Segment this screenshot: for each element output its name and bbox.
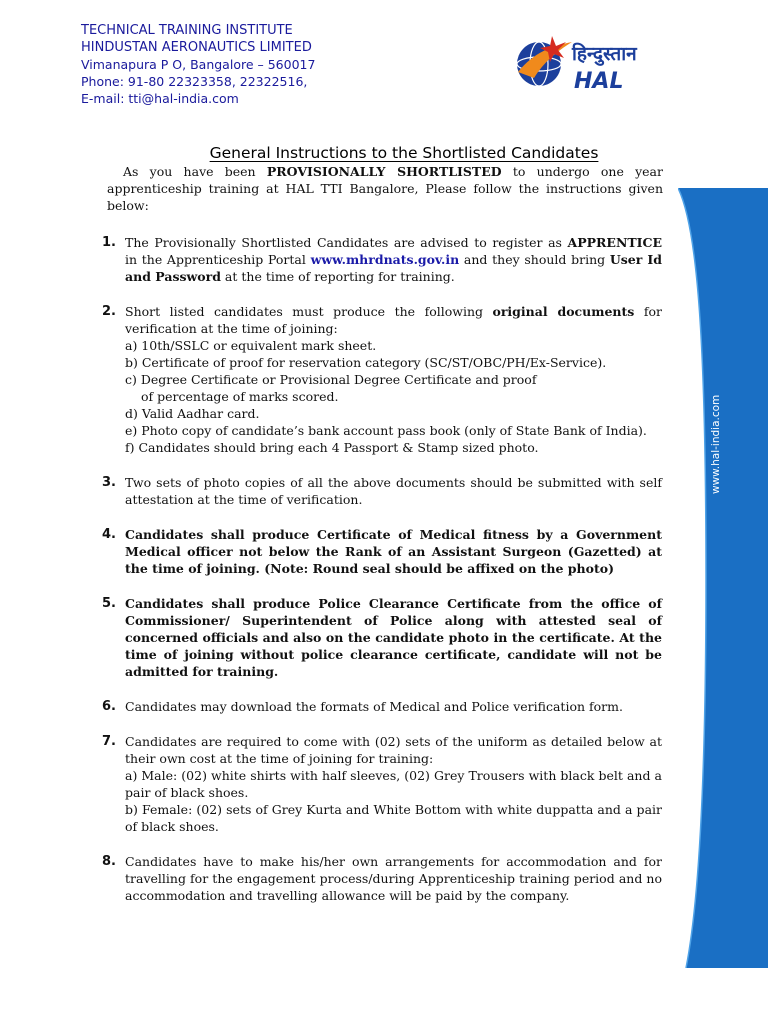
instruction-item-8: 8. Candidates have to make his/her own arrangements for accommodation and for travelling for the engagement process/during Apprenticeship training period and no accommodation and travelling allowance will be paid by the company. [102, 854, 662, 903]
intro-paragraph [107, 163, 663, 214]
hal-logo [512, 32, 646, 98]
document-title: General Instructions to the Shortlisted Candidates [209, 144, 599, 162]
instruction-item-2: 2. Short listed candidates must produce the following original documents for verification at the time of joining: a) 10th/SSLC or equivalent mark sheet. b) Certificate of proof for reservation category (SC/ST/OBC/PH/Ex-Service). c) Degree Certificate or Provisional Degree Certificate and proof of percentage of marks scored. d) Valid Aadhar card. e) Photo copy of candidate’s bank account pass book (only of State Bank of India). f) Candidates should bring each 4 Passport & Stamp sized photo. [102, 304, 662, 455]
company-name: HINDUSTAN AERONAUTICS LIMITED [81, 40, 312, 55]
document-list-item: f) Candidates should bring each 4 Passport & Stamp sized photo. [125, 440, 539, 455]
item-number: 7. [102, 734, 116, 749]
address: Vimanapura P O, Bangalore – 560017 [81, 57, 316, 72]
document-list-item: b) Certificate of proof for reservation category (SC/ST/OBC/PH/Ex-Service). [125, 355, 607, 370]
intro-emphasis: PROVISIONALLY SHORTLISTED [266, 164, 502, 179]
instruction-item-5: 5. Candidates shall produce Police Clearance Certificate from the office of Commissioner/ Superintendent of Police along with attested seal of concerned officials and also on the candidate photo in the certificate. At the time of joining without police clearance certificate, candidate will not be admitted for training. [102, 596, 662, 679]
uniform-list-item: b) Female: (02) sets of Grey Kurta and White Bottom with white duppatta and a pair of black shoes. [125, 802, 662, 834]
portal-link[interactable]: www.mhrdnats.gov.in [310, 252, 460, 267]
letterhead [81, 22, 315, 107]
instruction-item-3: 3. Two sets of photo copies of all the above documents should be submitted with self attestation at the time of verification. [102, 475, 662, 507]
document-list-item: a) 10th/SSLC or equivalent mark sheet. [125, 338, 377, 353]
side-website-url: www.hal-india.com [710, 394, 722, 494]
document-list-item: c) Degree Certificate or Provisional Degree Certificate and proof [125, 372, 537, 387]
item-number: 4. [102, 527, 116, 542]
institute-name: TECHNICAL TRAINING INSTITUTE [81, 23, 293, 38]
side-band [678, 188, 768, 968]
phone: Phone: 91-80 22323358, 22322516, [81, 74, 308, 89]
item-number: 2. [102, 304, 116, 319]
item-number: 3. [102, 475, 116, 490]
instruction-item-1: 1. The Provisionally Shortlisted Candidates are advised to register as APPRENTICE in the Apprenticeship Portal www.mhrdnats.gov.in and they should bring User Id and Password at the time of reporting for training. [102, 235, 662, 284]
item-number: 5. [102, 596, 116, 611]
uniform-list-item: a) Male: (02) white shirts with half sleeves, (02) Grey Trousers with black belt and a pair of black shoes. [125, 768, 662, 800]
instruction-list [102, 234, 662, 922]
instruction-item-4: 4. Candidates shall produce Certificate of Medical fitness by a Government Medical officer not below the Rank of an Assistant Surgeon (Gazetted) at the time of joining. (Note: Round seal should be affixed on the photo) [102, 527, 662, 576]
intro-text-2: to undergo one year apprenticeship training at HAL TTI Bangalore, Please follow the instructions given below: [107, 164, 663, 213]
document-list-item: of percentage of marks scored. [141, 389, 339, 404]
instruction-item-6: 6. Candidates may download the formats of Medical and Police verification form. [102, 699, 623, 714]
document-list-item: e) Photo copy of candidate’s bank account pass book (only of State Bank of India). [125, 423, 647, 438]
item-number: 6. [102, 699, 116, 714]
logo-hindi-text: हिन्दुस्तान [572, 43, 637, 65]
intro-text-1: As you have been [123, 164, 267, 179]
logo-brand-text: HAL [574, 69, 624, 94]
instruction-item-7: 7. Candidates are required to come with (02) sets of the uniform as detailed below at their own cost at the time of joining for training: a) Male: (02) white shirts with half sleeves, (02) Grey Trousers with black belt and a pair of black shoes. b) Female: (02) sets of Grey Kurta and White Bottom with white duppatta and a pair of black shoes. [102, 734, 662, 834]
document-list-item: d) Valid Aadhar card. [125, 406, 260, 421]
item-number: 1. [102, 235, 116, 250]
email: E-mail: tti@hal-india.com [81, 91, 239, 106]
item-number: 8. [102, 854, 116, 869]
